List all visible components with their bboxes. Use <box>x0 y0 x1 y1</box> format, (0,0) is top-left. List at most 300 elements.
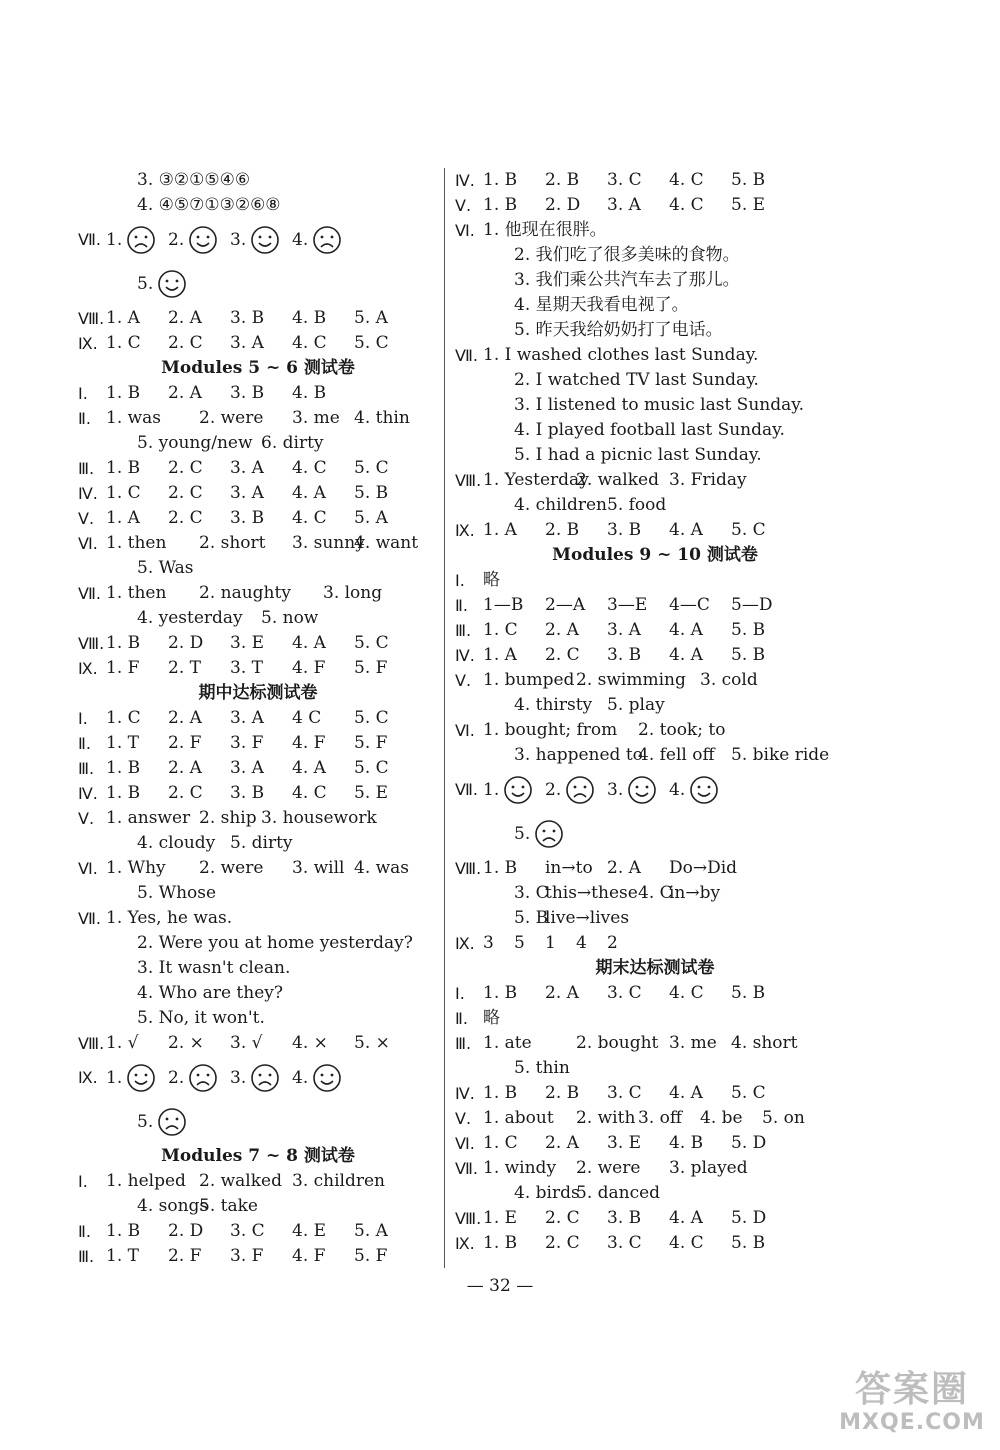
answer-item: 2. A <box>545 620 579 640</box>
happy-face-icon <box>188 225 218 255</box>
watermark-url: MXQE.COM <box>839 1410 985 1435</box>
answer-item: 1. bought; from <box>483 720 618 740</box>
answer-item: 3. off <box>638 1108 682 1128</box>
face-answer <box>106 218 156 262</box>
answer-item: 3. C <box>607 170 642 190</box>
question-number: Ⅸ. <box>78 1068 98 1087</box>
question-number: Ⅷ. <box>455 1209 482 1228</box>
section-heading: Modules 7 ~ 8 测试卷 <box>161 1146 355 1166</box>
answer-item: 4 C <box>292 708 322 728</box>
answer-row <box>455 768 855 812</box>
answer-item: 1. Yes, he was. <box>106 908 233 928</box>
sad-face-icon <box>157 1107 187 1137</box>
answer-row <box>78 1219 438 1244</box>
answer-item: this→these <box>545 883 638 903</box>
face-answer <box>669 768 719 812</box>
answer-row <box>78 906 438 931</box>
answer-item: 1. C <box>106 708 141 728</box>
answer-item: Do→Did <box>669 858 738 878</box>
answer-item: 5. B <box>731 170 766 190</box>
answer-row <box>78 531 438 556</box>
answer-item: 1. ate <box>483 1033 532 1053</box>
answer-row <box>455 193 855 218</box>
answer-item: 3. housework <box>261 808 377 828</box>
answer-item: 4 <box>576 933 587 953</box>
answer-item: 3. A <box>607 620 641 640</box>
answer-row <box>78 456 438 481</box>
answer-item: 5. D <box>731 1208 767 1228</box>
answer-item: 4. cloudy <box>137 833 216 853</box>
question-number: Ⅸ. <box>455 521 475 540</box>
answer-item: 4. Who are they? <box>137 983 283 1003</box>
answer-row <box>455 443 855 468</box>
answer-item: 4. A <box>669 520 703 540</box>
question-number: Ⅶ. <box>455 1159 478 1178</box>
answer-row <box>78 731 438 756</box>
answer-number: 1. <box>106 1068 123 1088</box>
answer-item: 3. A <box>230 458 264 478</box>
answer-row <box>78 1244 438 1269</box>
answer-number: 2. <box>168 1068 185 1088</box>
question-number: Ⅱ. <box>78 1222 91 1241</box>
answer-item: 1. helped <box>106 1171 186 1191</box>
answer-item: 3. ③②①⑤④⑥ <box>137 170 251 190</box>
answer-item: 5. young/new <box>137 433 253 453</box>
happy-face-icon <box>250 225 280 255</box>
answer-row <box>455 293 855 318</box>
answer-item: 1. A <box>106 508 140 528</box>
answer-item: 2. took; to <box>638 720 726 740</box>
answer-item: 5. B <box>731 645 766 665</box>
answer-item: 3. B <box>607 520 642 540</box>
answer-row <box>78 881 438 906</box>
answer-item: 3. √ <box>230 1033 263 1053</box>
answer-row <box>78 656 438 681</box>
answer-item: 5. Was <box>137 558 194 578</box>
question-number: Ⅷ. <box>455 471 482 490</box>
answer-row <box>455 368 855 393</box>
answer-item: 3. happened to <box>514 745 643 765</box>
answer-row <box>455 168 855 193</box>
answer-row <box>78 168 438 193</box>
answer-item: 2. were <box>199 858 264 878</box>
answer-row <box>455 218 855 243</box>
answer-item: 1. A <box>483 520 517 540</box>
answer-item: 3. B <box>230 783 265 803</box>
answer-item: 4. C <box>292 333 327 353</box>
answer-number: 5. <box>137 1112 154 1132</box>
answer-item: 1. about <box>483 1108 554 1128</box>
answer-item: 4. E <box>292 1221 327 1241</box>
answer-item: 3. I listened to music last Sunday. <box>514 395 804 415</box>
answer-item: 5. 昨天我给奶奶打了电话。 <box>514 320 723 340</box>
answer-item: 3. Friday <box>669 470 747 490</box>
answer-number: 2. <box>545 780 562 800</box>
answer-item: 4. be <box>700 1108 743 1128</box>
answer-number: 5. <box>514 824 531 844</box>
section-heading: 期末达标测试卷 <box>595 958 715 978</box>
answer-number: 4. <box>292 230 309 250</box>
answer-item: 5. B <box>514 908 549 928</box>
answer-row <box>455 668 855 693</box>
question-number: Ⅵ. <box>455 721 475 740</box>
answer-row <box>78 931 438 956</box>
answer-row <box>455 1181 855 1206</box>
answer-item: 2. 我们吃了很多美味的食物。 <box>514 245 740 265</box>
answer-item: 5. food <box>607 495 667 515</box>
question-number: Ⅲ. <box>78 759 95 778</box>
question-number: Ⅰ. <box>455 984 465 1003</box>
answer-item: 1. C <box>106 333 141 353</box>
answer-item: 1. B <box>483 1083 518 1103</box>
answer-item: 5. C <box>354 758 389 778</box>
answer-item: 5. now <box>261 608 319 628</box>
answer-item: 3. me <box>292 408 340 428</box>
answer-row <box>455 643 855 668</box>
question-number: Ⅴ. <box>78 509 95 528</box>
answer-item: 5. A <box>354 308 388 328</box>
answer-item: 5. C <box>354 458 389 478</box>
answer-item: 1. C <box>483 620 518 640</box>
answer-row <box>78 1056 438 1100</box>
answer-number: 3. <box>230 1068 247 1088</box>
answer-item: 5. B <box>731 1233 766 1253</box>
answer-item: 1. B <box>106 458 141 478</box>
answer-row <box>455 693 855 718</box>
answer-item: 1. answer <box>106 808 191 828</box>
answer-item: 3. A <box>230 708 264 728</box>
answer-row <box>78 431 438 456</box>
answer-row <box>455 1031 855 1056</box>
sad-face-icon <box>534 819 564 849</box>
answer-item: 3. F <box>230 1246 264 1266</box>
answer-item: 1. B <box>483 170 518 190</box>
answer-item: 4. want <box>354 533 419 553</box>
question-number: Ⅴ. <box>78 809 95 828</box>
answer-item: 2. A <box>168 308 202 328</box>
answer-item: 3. C <box>514 883 549 903</box>
answer-item: 5. dirty <box>230 833 293 853</box>
answer-item: 3. C <box>607 983 642 1003</box>
answer-row <box>78 1169 438 1194</box>
sad-face-icon <box>126 225 156 255</box>
answer-item: 2. C <box>545 1233 580 1253</box>
section-heading: 期中达标测试卷 <box>198 683 318 703</box>
answer-item: 3. children <box>292 1171 385 1191</box>
watermark-logo <box>832 1370 992 1436</box>
answer-item: 1. F <box>106 658 140 678</box>
answer-item: 5. F <box>354 1246 388 1266</box>
answer-row <box>78 1100 438 1144</box>
answer-item: 3. A <box>230 333 264 353</box>
answer-item: 5. E <box>731 195 766 215</box>
answer-item: 2. A <box>607 858 641 878</box>
answer-item: 5. I had a picnic last Sunday. <box>514 445 762 465</box>
question-number: Ⅸ. <box>78 334 98 353</box>
answer-item: 2. F <box>168 1246 202 1266</box>
answer-item: 4. short <box>731 1033 798 1053</box>
answer-row <box>78 581 438 606</box>
answer-item: 1. Why <box>106 858 166 878</box>
question-number: Ⅵ. <box>455 1134 475 1153</box>
answer-row <box>455 243 855 268</box>
answer-item: in→to <box>545 858 593 878</box>
face-answer <box>168 1056 218 1100</box>
answer-item: live→lives <box>545 908 630 928</box>
answer-item: 3. F <box>230 733 264 753</box>
answer-item: 4. was <box>354 858 410 878</box>
answer-item: 1. T <box>106 733 139 753</box>
answer-item: 4. ④⑤⑦①③②⑥⑧ <box>137 195 281 215</box>
answer-row <box>78 556 438 581</box>
answer-row <box>78 306 438 331</box>
question-number: Ⅰ. <box>455 571 465 590</box>
answer-row <box>455 1206 855 1231</box>
answer-row <box>455 318 855 343</box>
answer-item: 4. C <box>292 458 327 478</box>
sad-face-icon <box>565 775 595 805</box>
answer-row <box>78 506 438 531</box>
watermark-text: 答案圈 <box>854 1369 969 1410</box>
answer-row <box>78 956 438 981</box>
answer-item: 2. with <box>576 1108 636 1128</box>
answer-item: 4. F <box>292 658 326 678</box>
question-number: Ⅸ. <box>455 934 475 953</box>
question-number: Ⅶ. <box>455 346 478 365</box>
question-number: Ⅳ. <box>78 784 98 803</box>
answer-item: 2. bought <box>576 1033 659 1053</box>
answer-item: 1. A <box>106 308 140 328</box>
question-number: Ⅶ. <box>455 780 478 799</box>
face-answer <box>292 1056 342 1100</box>
question-number: Ⅴ. <box>455 196 472 215</box>
page-number: — 32 — <box>466 1276 534 1296</box>
answer-item: 3. B <box>607 645 642 665</box>
face-answer <box>168 218 218 262</box>
answer-item: 4. C <box>669 1233 704 1253</box>
answer-row <box>78 381 438 406</box>
answer-item: 3 <box>483 933 494 953</box>
answer-item: 5. B <box>731 983 766 1003</box>
answer-item: 5. F <box>354 658 388 678</box>
answer-row <box>455 518 855 543</box>
question-number: Ⅰ. <box>78 709 88 728</box>
answer-item: 3. It wasn't clean. <box>137 958 291 978</box>
question-number: Ⅴ. <box>455 671 472 690</box>
answer-row <box>78 193 438 218</box>
answer-item: 1. T <box>106 1246 139 1266</box>
answer-row <box>455 1231 855 1256</box>
answer-item: 3. A <box>607 195 641 215</box>
answer-item: 3. B <box>230 308 265 328</box>
answer-item: 4. thin <box>354 408 410 428</box>
answer-item: 2. naughty <box>199 583 291 603</box>
answer-row <box>455 568 855 593</box>
answer-item: 4. × <box>292 1033 328 1053</box>
question-number: Ⅳ. <box>455 1084 475 1103</box>
answer-item: 3. A <box>230 758 264 778</box>
answer-row <box>78 1194 438 1219</box>
answer-item: 5. C <box>354 333 389 353</box>
answer-item: 4. B <box>292 383 327 403</box>
answer-row <box>455 1106 855 1131</box>
answer-item: 3—E <box>607 595 648 615</box>
answer-item: 3. C <box>230 1221 265 1241</box>
answer-row <box>78 781 438 806</box>
answer-item: 5. A <box>354 508 388 528</box>
question-number: Ⅱ. <box>455 1009 468 1028</box>
question-number: Ⅸ. <box>455 1234 475 1253</box>
answer-item: 略 <box>483 570 500 590</box>
answer-item: 2. A <box>168 708 202 728</box>
answer-item: 3. T <box>230 658 263 678</box>
face-answer <box>106 1056 156 1100</box>
answer-item: 4. A <box>292 633 326 653</box>
answer-item: 4. B <box>292 308 327 328</box>
answer-item: 1 <box>545 933 556 953</box>
answer-item: 6. dirty <box>261 433 324 453</box>
answer-item: 1. B <box>106 783 141 803</box>
answer-item: 2 <box>607 933 618 953</box>
answer-row <box>78 756 438 781</box>
answer-item: 1. Yesterday <box>483 470 589 490</box>
answer-row <box>455 1131 855 1156</box>
answer-item: 5. on <box>762 1108 805 1128</box>
answer-item: 2. Were you at home yesterday? <box>137 933 413 953</box>
answer-row <box>455 1156 855 1181</box>
answer-item: 2. walked <box>199 1171 282 1191</box>
answer-item: 1. B <box>106 758 141 778</box>
question-number: Ⅶ. <box>78 584 101 603</box>
answer-item: 5. take <box>199 1196 258 1216</box>
question-number: Ⅶ. <box>78 230 101 249</box>
answer-item: 2. D <box>168 633 204 653</box>
answer-item: 1. then <box>106 533 167 553</box>
answer-item: 4. birds <box>514 1183 580 1203</box>
answer-item: 2. T <box>168 658 201 678</box>
answer-item: 1. bumped <box>483 670 575 690</box>
answer-item: 2. I watched TV last Sunday. <box>514 370 759 390</box>
answer-item: 1. then <box>106 583 167 603</box>
answer-item: 2. A <box>168 383 202 403</box>
answer-item: 2. D <box>545 195 581 215</box>
answer-item: 2. were <box>199 408 264 428</box>
answer-item: 4. C <box>638 883 673 903</box>
answer-row <box>78 1006 438 1031</box>
answer-item: 5. F <box>354 733 388 753</box>
answer-row <box>78 406 438 431</box>
answer-row <box>455 618 855 643</box>
answer-item: 3. C <box>607 1233 642 1253</box>
face-answer <box>483 768 533 812</box>
question-number: Ⅷ. <box>78 634 105 653</box>
answer-item: 3. will <box>292 858 345 878</box>
answer-item: 2. C <box>545 1208 580 1228</box>
answer-item: 2. A <box>545 1133 579 1153</box>
answer-item: 1. A <box>483 645 517 665</box>
answer-item: 2. ship <box>199 808 257 828</box>
answer-item: 4. fell off <box>638 745 715 765</box>
answer-row <box>455 1056 855 1081</box>
question-number: Ⅴ. <box>455 1109 472 1128</box>
answer-item: 4. C <box>669 195 704 215</box>
answer-item: 1. B <box>106 1221 141 1241</box>
answer-number: 3. <box>607 780 624 800</box>
question-number: Ⅳ. <box>455 646 475 665</box>
answer-item: 2. C <box>168 508 203 528</box>
answer-row <box>455 931 855 956</box>
section-heading: Modules 5 ~ 6 测试卷 <box>161 358 355 378</box>
answer-item: 4. A <box>292 758 326 778</box>
answer-item: 2. C <box>545 645 580 665</box>
answer-row <box>78 856 438 881</box>
answer-item: 4. children <box>514 495 607 515</box>
answer-item: 3. cold <box>700 670 758 690</box>
answer-item: 2. C <box>168 483 203 503</box>
answer-item: 4. I played football last Sunday. <box>514 420 785 440</box>
question-number: Ⅷ. <box>78 1034 105 1053</box>
answer-item: 1. B <box>106 383 141 403</box>
answer-row <box>455 718 855 743</box>
happy-face-icon <box>689 775 719 805</box>
question-number: Ⅵ. <box>78 859 98 878</box>
answer-item: 5. C <box>354 708 389 728</box>
question-number: Ⅲ. <box>455 1034 472 1053</box>
face-answer <box>137 262 187 306</box>
answer-item: 2. B <box>545 170 580 190</box>
answer-row <box>455 593 855 618</box>
answer-item: 5—D <box>731 595 773 615</box>
face-answer <box>607 768 657 812</box>
face-answer <box>545 768 595 812</box>
left-column <box>78 168 438 1269</box>
answer-item: 4. A <box>292 483 326 503</box>
answer-item: 5. C <box>354 633 389 653</box>
answer-item: 2. swimming <box>576 670 686 690</box>
answer-item: 4. A <box>669 645 703 665</box>
answer-item: 2. C <box>168 458 203 478</box>
answer-row <box>455 493 855 518</box>
answer-item: 1. √ <box>106 1033 139 1053</box>
answer-item: 1. windy <box>483 1158 557 1178</box>
answer-item: 3. played <box>669 1158 748 1178</box>
answer-row <box>78 331 438 356</box>
answer-row <box>455 856 855 881</box>
answer-row <box>455 981 855 1006</box>
answer-item: 1. B <box>483 983 518 1003</box>
question-number: Ⅵ. <box>455 221 475 240</box>
question-number: Ⅲ. <box>78 459 95 478</box>
face-answer <box>137 1100 187 1144</box>
answer-item: 4. thirsty <box>514 695 593 715</box>
answer-item: 1. B <box>483 195 518 215</box>
happy-face-icon <box>627 775 657 805</box>
answer-item: 5. A <box>354 1221 388 1241</box>
answer-item: 1. E <box>483 1208 518 1228</box>
answer-row <box>455 1006 855 1031</box>
answer-row <box>455 1081 855 1106</box>
face-answer <box>230 218 280 262</box>
answer-number: 5. <box>137 274 154 294</box>
answer-item: 4. F <box>292 1246 326 1266</box>
question-number: Ⅵ. <box>78 534 98 553</box>
answer-item: 4. 星期天我看电视了。 <box>514 295 689 315</box>
answer-item: 略 <box>483 1008 500 1028</box>
answer-item: 2. C <box>168 783 203 803</box>
answer-item: 4. A <box>669 1083 703 1103</box>
face-answer <box>292 218 342 262</box>
answer-item: 5. thin <box>514 1058 570 1078</box>
